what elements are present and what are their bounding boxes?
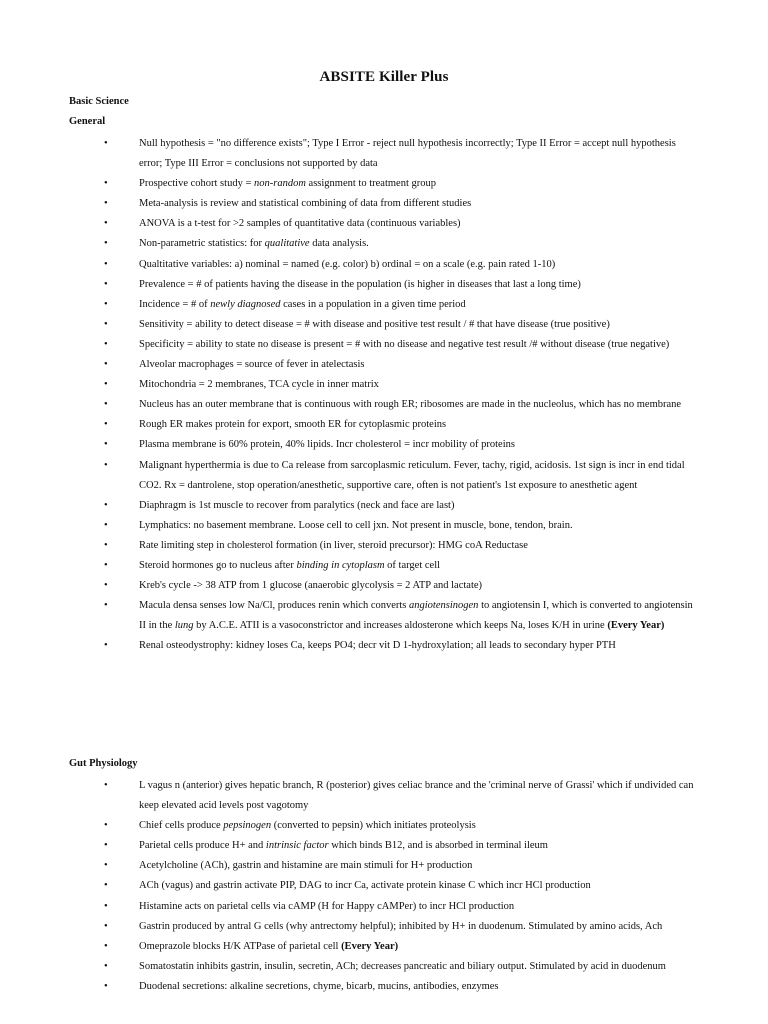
list-item bbox=[0, 516, 699, 536]
list-item bbox=[0, 435, 699, 455]
list-item-text: (Every Year) bbox=[607, 620, 665, 632]
list-item-text: Sensitivity = ability to detect disease = # with disease and positive test result / # that have disease (true positive) bbox=[139, 318, 610, 330]
list-item-text: intrinsic factor bbox=[265, 840, 329, 852]
list-item bbox=[0, 295, 699, 315]
list-item bbox=[0, 335, 699, 355]
bullet-icon: • bbox=[104, 539, 108, 551]
list-item-text: Rate limiting step in cholesterol formation (in liver, steroid precursor): HMG coA Reductase bbox=[139, 539, 528, 551]
bullet-icon: • bbox=[104, 880, 108, 892]
bullet-icon: • bbox=[104, 499, 108, 511]
list-item-text: Nucleus has an outer membrane that is continuous with rough ER; ribosomes are made in the nucleolus, which has no membrane bbox=[139, 399, 682, 411]
bullet-icon: • bbox=[104, 258, 108, 270]
list-item-text: Prospective cohort study = bbox=[139, 178, 254, 190]
list-item-text: Lymphatics: no basement membrane. Loose cell to cell jxn. Not present in muscle, bone, tendon, brain. bbox=[139, 519, 573, 531]
list-item-text: angiotensinogen bbox=[409, 600, 479, 612]
list-item-text: Kreb's cycle -> 38 ATP from 1 glucose (anaerobic glycolysis = 2 ATP and lactate) bbox=[139, 580, 483, 592]
bullet-icon: • bbox=[104, 419, 108, 431]
list-item bbox=[0, 415, 699, 435]
list-item bbox=[0, 496, 699, 516]
list-item bbox=[0, 275, 699, 295]
list-item-text: ACh (vagus) and gastrin activate PIP, DAG to incr Ca, activate protein kinase C which incr HCl production bbox=[139, 880, 591, 892]
list-item bbox=[0, 596, 699, 636]
bullet-icon: • bbox=[104, 198, 108, 210]
list-item-text: Null hypothesis = "no difference exists"; Type I Error - reject null hypothesis incorrectly; Type II Error = accept null hypothesis error; Type III Error = conclusions not supported by data bbox=[139, 138, 676, 170]
list-item-text: which binds B12, and is absorbed in terminal ileum bbox=[328, 840, 548, 852]
bullet-icon: • bbox=[104, 298, 108, 310]
bullet-icon: • bbox=[104, 940, 108, 952]
bullet-icon: • bbox=[104, 338, 108, 350]
list-item bbox=[0, 255, 699, 275]
list-item-text: Acetylcholine (ACh), gastrin and histamine are main stimuli for H+ production bbox=[139, 860, 473, 872]
bullet-icon: • bbox=[104, 218, 108, 230]
list-item bbox=[0, 576, 699, 596]
list-item bbox=[0, 957, 699, 977]
list-item-text: lung bbox=[174, 620, 194, 632]
list-item-text: Omeprazole blocks H/K ATPase of parietal cell bbox=[139, 940, 342, 952]
list-item-text: Chief cells produce bbox=[139, 820, 224, 832]
list-item-text: Rough ER makes protein for export, smooth ER for cytoplasmic proteins bbox=[139, 419, 447, 431]
list-item-text: non-random bbox=[254, 178, 306, 190]
list-item bbox=[0, 134, 699, 174]
list-item bbox=[0, 456, 699, 496]
list-item bbox=[0, 174, 699, 194]
bullet-icon: • bbox=[104, 900, 108, 912]
list-item bbox=[0, 395, 699, 415]
bullet-icon: • bbox=[104, 359, 108, 371]
list-item-text: Qualtitative variables: a) nominal = named (e.g. color) b) ordinal = on a scale (e.g. pain rated 1-10) bbox=[139, 258, 556, 270]
list-item bbox=[0, 234, 699, 254]
list-item-text: Incidence = # of bbox=[139, 298, 211, 310]
bullet-icon: • bbox=[104, 600, 108, 612]
list-item-text: Renal osteodystrophy: kidney loses Ca, keeps PO4; decr vit D 1-hydroxylation; all leads to secondary hyper PTH bbox=[139, 640, 616, 652]
bullet-icon: • bbox=[104, 860, 108, 872]
section-heading-basic-science: Basic Science bbox=[69, 96, 129, 107]
list-item-text: Steroid hormones go to nucleus after bbox=[139, 559, 297, 571]
list-item-text: Meta-analysis is review and statistical combining of data from different studies bbox=[139, 198, 472, 210]
list-item-text: (converted to pepsin) which initiates proteolysis bbox=[271, 820, 476, 832]
list-item bbox=[0, 536, 699, 556]
list-item-text: Non-parametric statistics: for bbox=[139, 238, 265, 250]
list-item-text: ANOVA is a t-test for >2 samples of quantitative data (continuous variables) bbox=[139, 218, 461, 230]
list-item bbox=[0, 556, 699, 576]
bullet-icon: • bbox=[104, 980, 108, 992]
list-item-text: Mitochondria = 2 membranes, TCA cycle in inner matrix bbox=[139, 379, 379, 391]
bullet-icon: • bbox=[104, 379, 108, 391]
list-item bbox=[0, 977, 699, 997]
list-item-text: Gastrin produced by antral G cells (why antrectomy helpful); inhibited by H+ in duodenum. Stimulated by amino acids, Ach bbox=[139, 920, 663, 932]
bullet-icon: • bbox=[104, 318, 108, 330]
list-item bbox=[0, 836, 699, 856]
list-item-text: Alveolar macrophages = source of fever in atelectasis bbox=[139, 359, 365, 371]
document-title: ABSITE Killer Plus bbox=[319, 69, 449, 85]
list-item-text: of target cell bbox=[384, 559, 441, 571]
list-item bbox=[0, 355, 699, 375]
bullet-icon: • bbox=[104, 780, 108, 791]
list-item-text: Somatostatin inhibits gastrin, insulin, secretin, ACh; decreases pancreatic and biliary output. Stimulated by acid in duodenum bbox=[139, 960, 666, 972]
bullet-icon: • bbox=[104, 519, 108, 531]
list-item bbox=[0, 816, 699, 836]
bullet-icon: • bbox=[104, 840, 108, 852]
list-item-text: assignment to treatment group bbox=[305, 178, 436, 190]
bullet-icon: • bbox=[104, 580, 108, 592]
bullet-icon: • bbox=[104, 278, 108, 290]
list-item-text: Diaphragm is 1st muscle to recover from paralytics (neck and face are last) bbox=[139, 499, 455, 511]
bullet-icon: • bbox=[104, 178, 108, 190]
list-item bbox=[0, 315, 699, 335]
list-item bbox=[0, 194, 699, 214]
list-item-text: Malignant hyperthermia is due to Ca release from sarcoplasmic reticulum. Fever, tachy, rigid, acidosis. 1st sign is incr in end tidal CO2. Rx = dantrolene, stop operation/anesthetic, supportive care, often is not patient's 1st exposure to anesthetic agent bbox=[139, 459, 685, 491]
list-item-text: binding in cytoplasm bbox=[296, 559, 385, 571]
list-item-text: to angiotensin I, which is converted to angiotensin II in the bbox=[139, 600, 693, 632]
list-item-text: Prevalence = # of patients having the disease in the population (is higher in diseases that last a long time) bbox=[139, 278, 581, 290]
list-item-text: data analysis. bbox=[309, 238, 369, 250]
list-item bbox=[0, 375, 699, 395]
subsection-heading-gut-physiology: Gut Physiology bbox=[69, 758, 138, 769]
list-item-text: newly diagnosed bbox=[210, 298, 281, 310]
list-item-text: L vagus n (anterior) gives hepatic branch, R (posterior) gives celiac brance and the 'criminal nerve of Grassi' which if undivided can keep elevated acid levels post vagotomy bbox=[139, 780, 694, 812]
bullet-icon: • bbox=[104, 238, 108, 250]
list-item-text: Macula densa senses low Na/Cl, produces renin which converts bbox=[139, 600, 410, 612]
list-item-text: qualitative bbox=[264, 238, 310, 250]
list-item-text: (Every Year) bbox=[341, 940, 399, 952]
bullet-icon: • bbox=[104, 439, 108, 451]
bullet-icon: • bbox=[104, 459, 108, 471]
bullet-icon: • bbox=[104, 399, 108, 411]
bullet-icon: • bbox=[104, 640, 108, 652]
bullet-icon: • bbox=[104, 138, 108, 149]
list-item-text: by A.C.E. ATII is a vasoconstrictor and increases aldosterone which keeps Na, loses K/H in urine bbox=[193, 620, 608, 632]
list-item-text: Histamine acts on parietal cells via cAMP (H for Happy cAMPer) to incr HCl production bbox=[139, 900, 515, 912]
list-item-text: cases in a population in a given time period bbox=[280, 298, 466, 310]
list-item-text: Parietal cells produce H+ and bbox=[139, 840, 266, 852]
bullet-icon: • bbox=[104, 960, 108, 972]
bullet-icon: • bbox=[104, 920, 108, 932]
list-item-text: Specificity = ability to state no disease is present = # with no disease and negative test result /# without disease (true negative) bbox=[139, 338, 670, 350]
subsection-heading-general: General bbox=[69, 116, 106, 127]
list-item bbox=[0, 214, 699, 234]
list-item-text: Duodenal secretions: alkaline secretions, chyme, bicarb, mucins, antibodies, enzymes bbox=[139, 980, 499, 992]
list-item-text: pepsinogen bbox=[223, 820, 272, 832]
list-item bbox=[0, 776, 699, 816]
list-item bbox=[0, 636, 699, 656]
list-item bbox=[0, 856, 699, 876]
list-item bbox=[0, 876, 699, 896]
bullet-icon: • bbox=[104, 820, 108, 832]
bullet-icon: • bbox=[104, 559, 108, 571]
list-item bbox=[0, 937, 699, 957]
gut-physiology-bullet-list bbox=[0, 776, 699, 997]
list-item bbox=[0, 897, 699, 917]
general-bullet-list bbox=[0, 134, 699, 656]
list-item bbox=[0, 917, 699, 937]
list-item-text: Plasma membrane is 60% protein, 40% lipids. Incr cholesterol = incr mobility of proteins bbox=[139, 439, 515, 451]
